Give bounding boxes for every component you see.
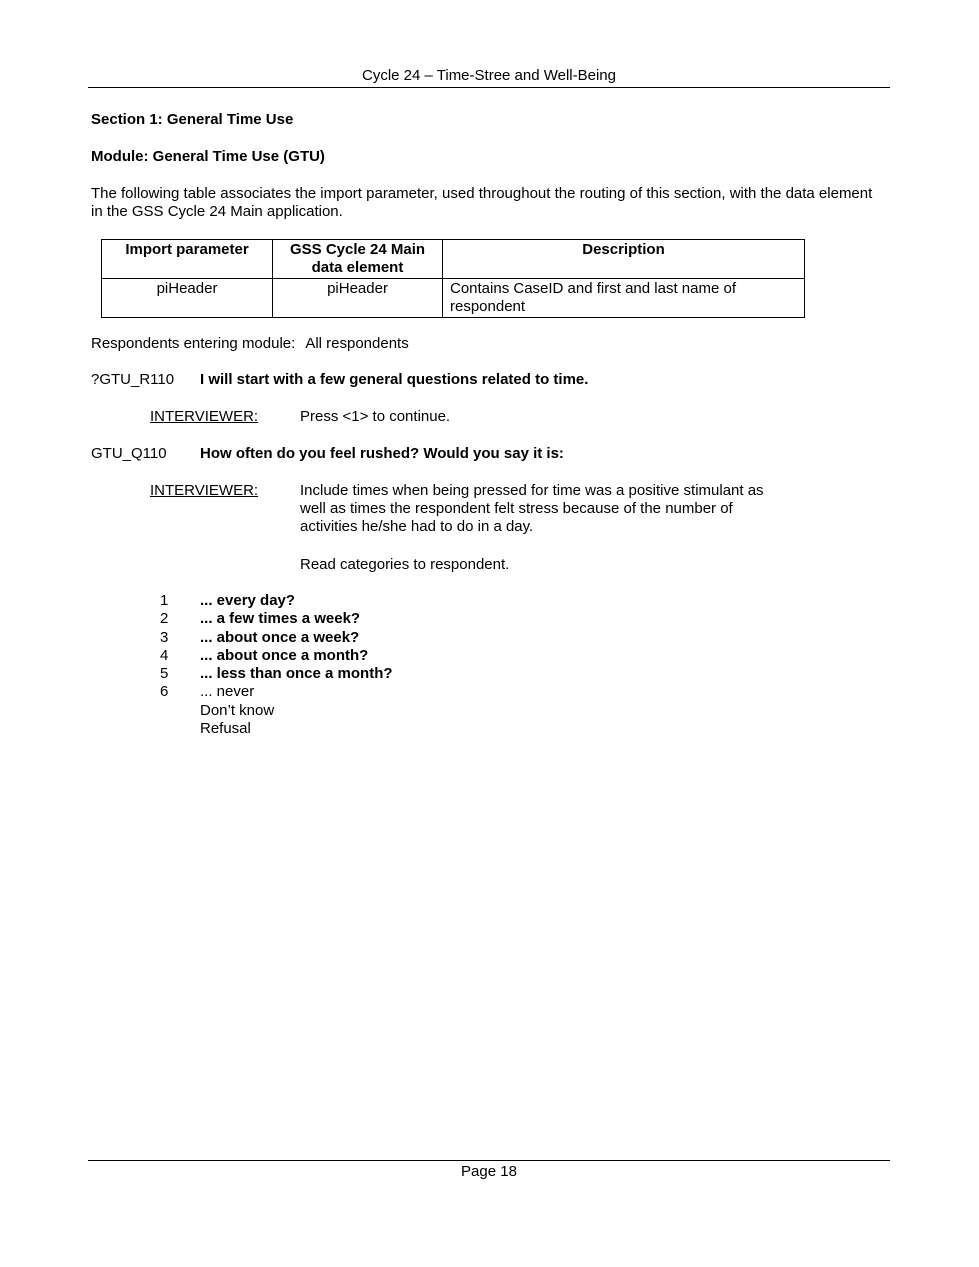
answer-label: ... a few times a week? — [200, 610, 361, 628]
interviewer-note-r110 — [150, 408, 790, 426]
interviewer-text: Include times when being pressed for time was a positive stimulant as well as times the respondent felt stress because of the number of activities he/she had to do in a day. — [300, 482, 764, 535]
question-id: GTU_Q110 — [91, 445, 167, 462]
table-header-row — [102, 240, 805, 279]
table-header-cell: GSS Cycle 24 Main data element — [273, 240, 443, 279]
question-text: How often do you feel rushed? Would you say it is: — [200, 445, 564, 462]
answer-number: 6 — [160, 683, 169, 701]
list-item — [160, 629, 393, 647]
answer-label: ... about once a week? — [200, 628, 360, 646]
page-footer — [88, 1160, 890, 1181]
answer-number: 3 — [160, 628, 169, 646]
answer-label: ... less than once a month? — [200, 665, 393, 683]
question-text: I will start with a few general questions related to time. — [200, 371, 589, 388]
table-cell: piHeader — [102, 279, 273, 318]
read-categories-note: Read categories to respondent. — [300, 556, 510, 573]
answer-label: Don’t know — [200, 701, 275, 719]
interviewer-text: Press <1> to continue. — [300, 408, 451, 425]
answer-number: 1 — [160, 592, 169, 609]
respondents-entering — [91, 335, 409, 353]
interviewer-label: INTERVIEWER: — [150, 408, 259, 425]
answer-label: ... never — [200, 683, 255, 701]
entering-label: Respondents entering module: — [91, 335, 296, 352]
intro-paragraph: The following table associates the import parameter, used throughout the routing of this section, with the data element in the GSS Cycle 24 Main application. — [91, 185, 873, 220]
entering-value: All respondents — [305, 335, 409, 352]
list-item — [160, 665, 393, 683]
page-header: Cycle 24 – Time-Stree and Well-Being — [88, 67, 890, 88]
interviewer-note-q110 — [150, 482, 790, 536]
section-title: Section 1: General Time Use — [91, 111, 294, 128]
import-parameter-table — [101, 239, 805, 318]
list-item — [160, 592, 393, 610]
table-cell: piHeader — [273, 279, 443, 318]
table-row — [102, 279, 805, 318]
answer-label: ... about once a month? — [200, 646, 369, 664]
list-item — [160, 610, 393, 628]
answer-number: 4 — [160, 646, 169, 664]
table-header-cell: Description — [443, 240, 805, 279]
answer-number: 5 — [160, 665, 169, 683]
interviewer-label: INTERVIEWER: — [150, 482, 259, 499]
question-row-r110 — [91, 371, 588, 389]
list-item — [160, 647, 393, 665]
list-item — [160, 702, 393, 720]
table-cell: Contains CaseID and first and last name of respondent — [443, 279, 805, 318]
answer-list — [160, 592, 393, 738]
module-title: Module: General Time Use (GTU) — [91, 148, 325, 165]
list-item — [160, 683, 393, 701]
answer-number: 2 — [160, 610, 169, 628]
answer-label: Refusal — [200, 720, 251, 738]
answer-label: ... every day? — [200, 592, 296, 609]
question-id: ?GTU_R110 — [91, 371, 175, 388]
table-header-cell: Import parameter — [102, 240, 273, 279]
question-row-q110 — [91, 445, 564, 463]
page-number: Page 18 — [461, 1163, 517, 1180]
list-item — [160, 720, 393, 738]
